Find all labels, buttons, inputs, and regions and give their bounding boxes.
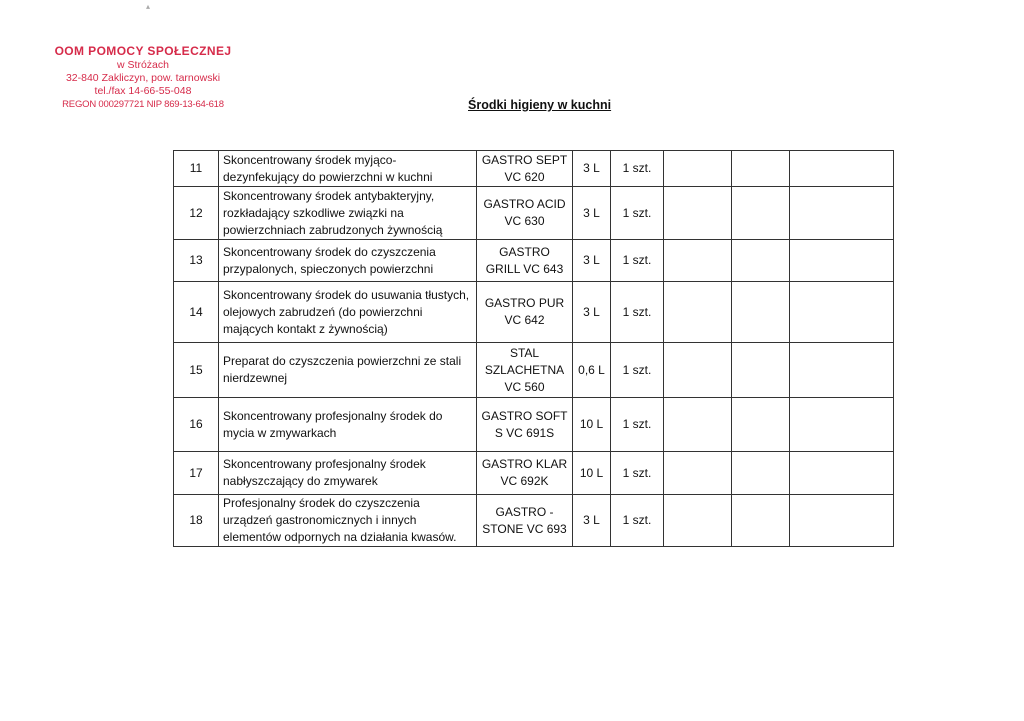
empty-cell [790, 187, 894, 240]
product-name: GASTRO SOFT S VC 691S [477, 398, 573, 452]
empty-cell [732, 240, 790, 282]
empty-cell [732, 187, 790, 240]
product-quantity: 1 szt. [611, 495, 664, 547]
institution-stamp [38, 45, 248, 111]
product-quantity: 1 szt. [611, 187, 664, 240]
empty-cell [732, 398, 790, 452]
empty-cell [664, 151, 732, 187]
table-row [174, 282, 894, 343]
product-quantity: 1 szt. [611, 151, 664, 187]
row-number: 14 [174, 282, 219, 343]
empty-cell [790, 151, 894, 187]
product-quantity: 1 szt. [611, 398, 664, 452]
stamp-location: w Stróżach [117, 59, 169, 71]
product-volume: 3 L [573, 495, 611, 547]
product-name: GASTRO PUR VC 642 [477, 282, 573, 343]
empty-cell [664, 240, 732, 282]
empty-cell [790, 495, 894, 547]
row-number: 15 [174, 343, 219, 398]
product-volume: 3 L [573, 187, 611, 240]
product-name: STAL SZLACHETNA VC 560 [477, 343, 573, 398]
product-volume: 3 L [573, 282, 611, 343]
product-quantity: 1 szt. [611, 452, 664, 495]
empty-cell [664, 495, 732, 547]
product-description: Skoncentrowany środek antybakteryjny, rozkładający szkodliwe związki na powierzchniach zabrudzonych żywnością [219, 187, 477, 240]
product-description: Skoncentrowany profesjonalny środek nabłyszczający do zmywarek [219, 452, 477, 495]
scan-speck: ▴ [146, 2, 151, 11]
empty-cell [664, 398, 732, 452]
empty-cell [732, 151, 790, 187]
empty-cell [664, 343, 732, 398]
product-description: Profesjonalny środek do czyszczenia urządzeń gastronomicznych i innych elementów odpornych na działania kwasów. [219, 495, 477, 547]
product-name: GASTRO SEPT VC 620 [477, 151, 573, 187]
table-row [174, 187, 894, 240]
product-description: Preparat do czyszczenia powierzchni ze stali nierdzewnej [219, 343, 477, 398]
table-row [174, 151, 894, 187]
product-volume: 3 L [573, 151, 611, 187]
empty-cell [790, 398, 894, 452]
product-quantity: 1 szt. [611, 240, 664, 282]
product-volume: 10 L [573, 398, 611, 452]
table-row [174, 452, 894, 495]
product-volume: 0,6 L [573, 343, 611, 398]
products-table [173, 150, 894, 547]
product-quantity: 1 szt. [611, 343, 664, 398]
product-quantity: 1 szt. [611, 282, 664, 343]
product-volume: 3 L [573, 240, 611, 282]
empty-cell [732, 495, 790, 547]
empty-cell [664, 187, 732, 240]
stamp-regon-nip: REGON 000297721 NIP 869-13-64-618 [62, 99, 224, 110]
row-number: 18 [174, 495, 219, 547]
product-description: Skoncentrowany środek do czyszczenia przypalonych, spieczonych powierzchni [219, 240, 477, 282]
product-name: GASTRO - STONE VC 693 [477, 495, 573, 547]
row-number: 12 [174, 187, 219, 240]
stamp-phone: tel./fax 14-66-55-048 [94, 85, 192, 97]
empty-cell [732, 282, 790, 343]
table-row [174, 495, 894, 547]
product-volume: 10 L [573, 452, 611, 495]
product-name: GASTRO KLAR VC 692K [477, 452, 573, 495]
document-title: Środki higieny w kuchni [468, 98, 612, 112]
product-name: GASTRO GRILL VC 643 [477, 240, 573, 282]
row-number: 11 [174, 151, 219, 187]
row-number: 16 [174, 398, 219, 452]
empty-cell [790, 343, 894, 398]
product-name: GASTRO ACID VC 630 [477, 187, 573, 240]
empty-cell [732, 343, 790, 398]
table-row [174, 343, 894, 398]
stamp-address: 32-840 Zakliczyn, pow. tarnowski [65, 72, 221, 84]
empty-cell [664, 282, 732, 343]
table-row [174, 398, 894, 452]
row-number: 13 [174, 240, 219, 282]
empty-cell [664, 452, 732, 495]
empty-cell [790, 282, 894, 343]
product-description: Skoncentrowany profesjonalny środek do mycia w zmywarkach [219, 398, 477, 452]
row-number: 17 [174, 452, 219, 495]
product-description: Skoncentrowany środek do usuwania tłustych, olejowych zabrudzeń (do powierzchni mających kontakt z żywnością) [219, 282, 477, 343]
empty-cell [732, 452, 790, 495]
empty-cell [790, 452, 894, 495]
empty-cell [790, 240, 894, 282]
stamp-institution-name: OOM POMOCY SPOŁECZNEJ [54, 44, 232, 58]
table-row [174, 240, 894, 282]
product-description: Skoncentrowany środek myjąco-dezynfekujący do powierzchni w kuchni [219, 151, 477, 187]
